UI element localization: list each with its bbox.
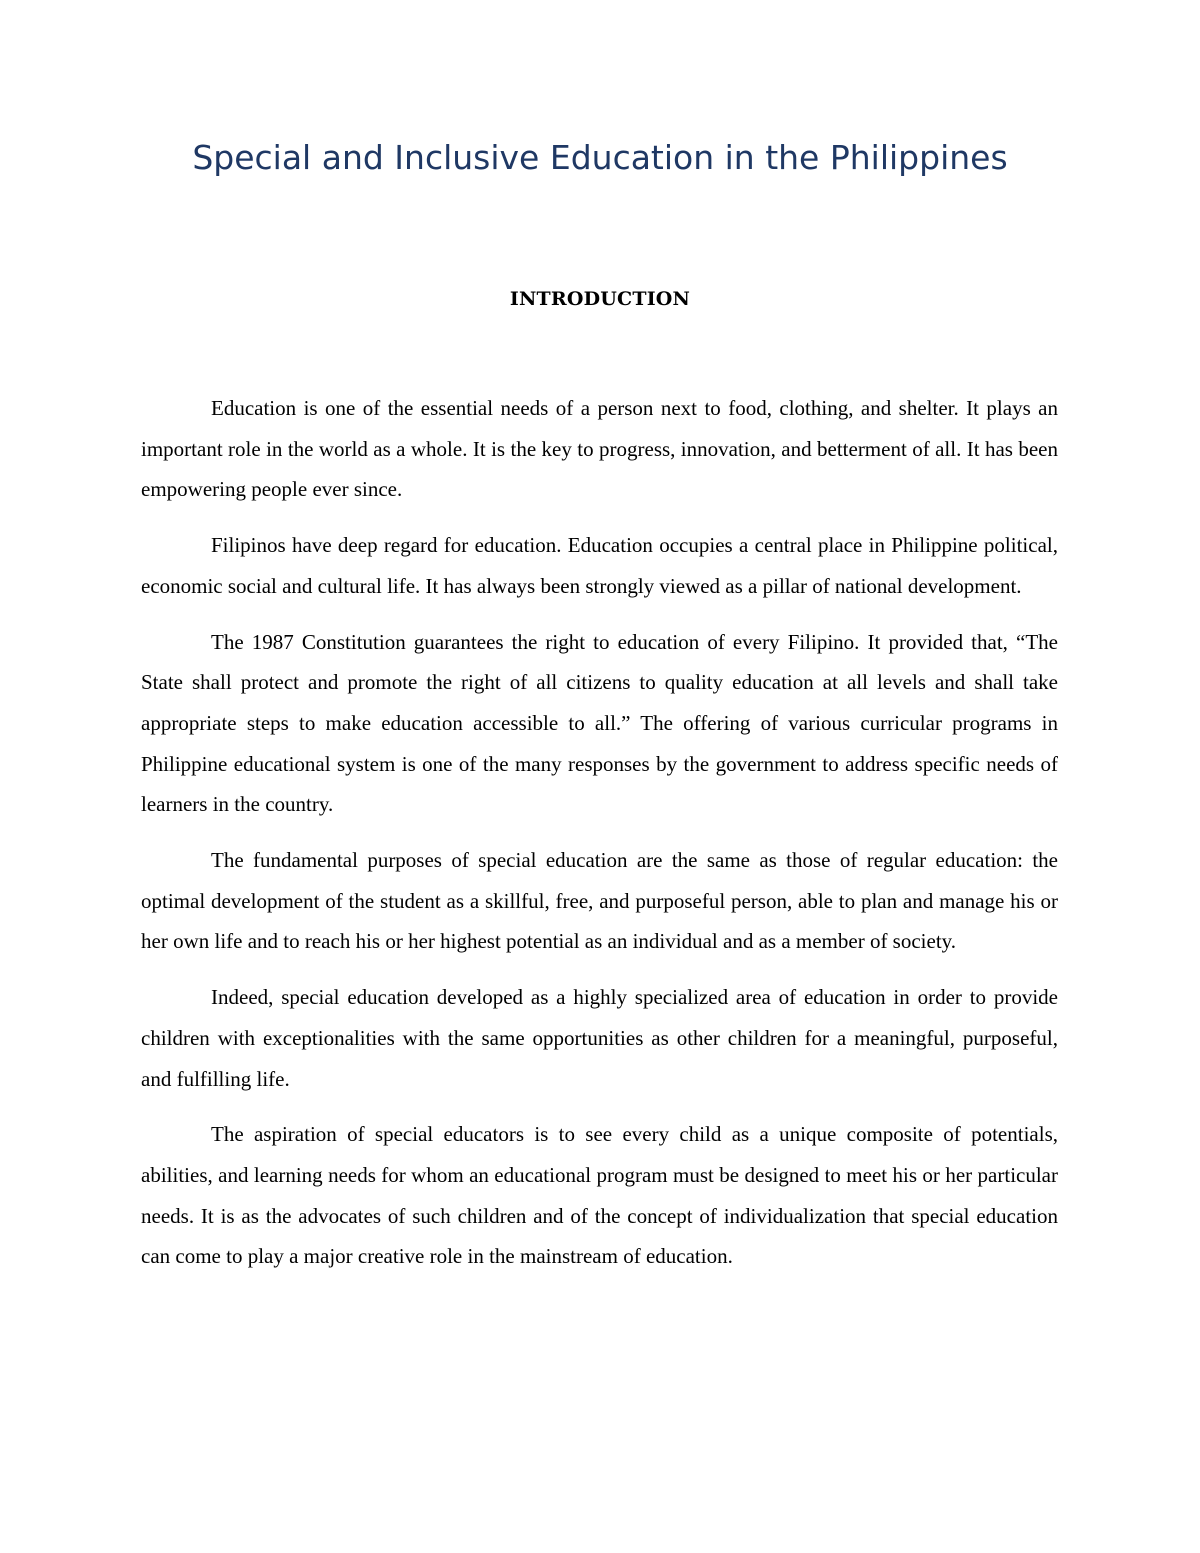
document-title: Special and Inclusive Education in the Philippines bbox=[192, 138, 1008, 177]
paragraph-6: The aspiration of special educators is to see every child as a unique composite of potentials, abilities, and learning needs for whom an educational program must be designed to meet his or her particular needs. It is as the advocates of such children and of the concept of individualization that special education can come to play a major creative role in the mainstream of education. bbox=[141, 1122, 1058, 1269]
paragraph-5: Indeed, special education developed as a highly specialized area of education in order to provide children with exceptionalities with the same opportunities as other children for a meaningful, purposeful, and fulfilling life. bbox=[141, 985, 1058, 1091]
paragraph-3: The 1987 Constitution guarantees the right to education of every Filipino. It provided that, “The State shall protect and promote the right of all citizens to quality education at all levels and shall take appropriate steps to make education accessible to all.” The offering of various curricular programs in Philippine educational system is one of the many responses by the government to address specific needs of learners in the country. bbox=[141, 629, 1058, 817]
paragraph-1: Education is one of the essential needs of a person next to food, clothing, and shelter. It plays an important role in the world as a whole. It is the key to progress, innovation, and betterment of all. It has been empowering people ever since. bbox=[141, 396, 1058, 502]
document-body bbox=[141, 388, 1058, 1292]
paragraph-2: Filipinos have deep regard for education. Education occupies a central place in Philippine political, economic social and cultural life. It has always been strongly viewed as a pillar of national development. bbox=[141, 533, 1058, 598]
section-heading-introduction: INTRODUCTION bbox=[509, 288, 691, 310]
paragraph-4: The fundamental purposes of special education are the same as those of regular education: the optimal development of the student as a skillful, free, and purposeful person, able to plan and manage his or her own life and to reach his or her highest potential as an individual and as a member of society. bbox=[141, 848, 1058, 954]
